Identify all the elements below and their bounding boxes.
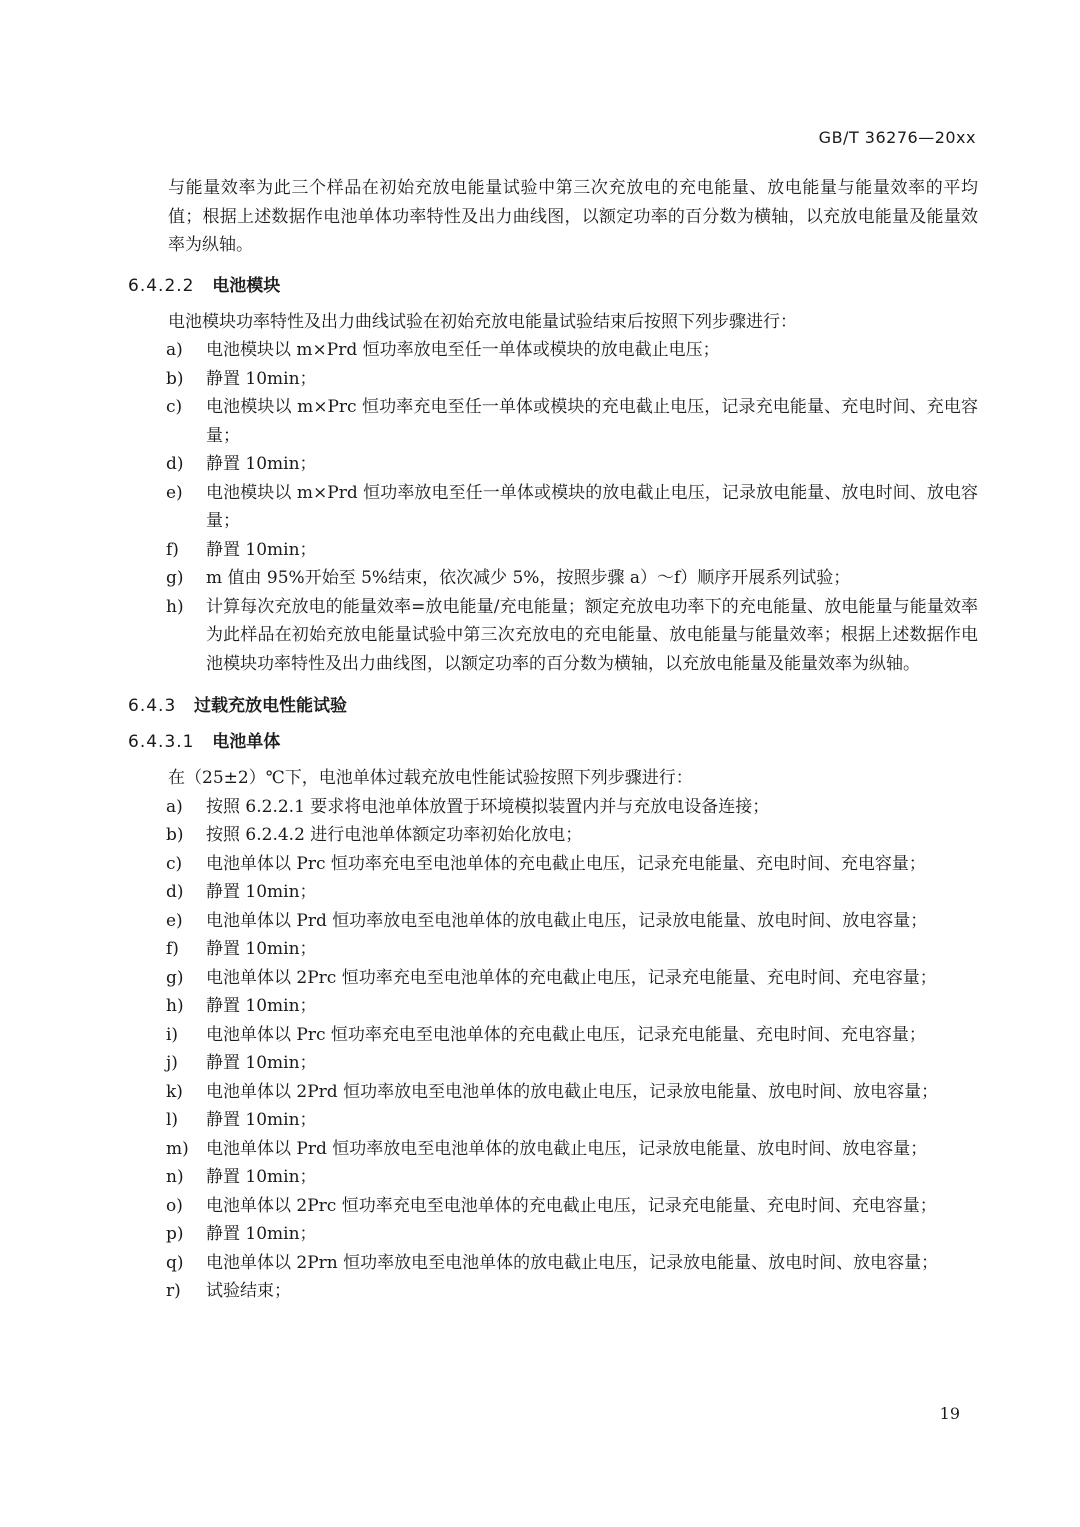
- list-marker: n): [166, 1167, 184, 1187]
- list-item: [128, 479, 978, 536]
- list-marker: e): [166, 910, 183, 931]
- list-marker: h): [166, 596, 184, 617]
- list-marker: f): [166, 539, 179, 560]
- list-text: 静置 10min；: [206, 996, 317, 1016]
- list-item: [128, 536, 978, 565]
- list-item: [128, 850, 978, 879]
- list-item: [128, 821, 978, 850]
- section-title: 过载充放电性能试验: [194, 696, 348, 716]
- list-item: [128, 1049, 978, 1078]
- list-text: 静置 10min；: [206, 1167, 317, 1187]
- list-text: m 值由 95%开始至 5%结束，依次减少 5%，按照步骤 a）～f）顺序开展系列试验；: [206, 568, 851, 588]
- list-text: 电池模块以 m×Prd 恒功率放电至任一单体或模块的放电截止电压，记录放电能量、放电时间、放电容量；: [206, 482, 978, 531]
- list-item: [128, 365, 978, 394]
- list-text: 静置 10min；: [206, 882, 317, 902]
- section-heading-643: [128, 692, 978, 720]
- list-item: [128, 1249, 978, 1278]
- list-text: 电池单体以 2Prn 恒功率放电至电池单体的放电截止电压，记录放电能量、放电时间、放电容量；: [206, 1252, 939, 1273]
- list-marker: i): [166, 1024, 179, 1045]
- list-text: 电池单体以 Prd 恒功率放电至电池单体的放电截止电压，记录放电能量、放电时间、放电容量；: [206, 910, 928, 931]
- intro-paragraph: 与能量效率为此三个样品在初始充放电能量试验中第三次充放电的充电能量、放电能量与能量效率的平均值；根据上述数据作电池单体功率特性及出力曲线图，以额定功率的百分数为横轴，以充放电能量及能量效率为纵轴。: [168, 178, 978, 255]
- list-text: 计算每次充放电的能量效率=放电能量/充电能量；额定充放电功率下的充电能量、放电能量与能量效率为此样品在初始充放电能量试验中第三次充放电的充电能量、放电能量与能量效率；根据上述数据作电池模块功率特性及出力曲线图，以额定功率的百分数为横轴，以充放电能量及能量效率为纵轴。: [206, 596, 978, 674]
- list-item: [128, 1192, 978, 1221]
- list-item: [128, 1135, 978, 1164]
- list-marker: h): [166, 996, 184, 1016]
- section-title: 电池单体: [212, 732, 281, 752]
- list-item: [128, 564, 978, 593]
- list-marker: c): [166, 853, 183, 874]
- list-item: [128, 964, 978, 993]
- list-item: [128, 593, 978, 679]
- list-text: 按照 6.2.4.2 进行电池单体额定功率初始化放电；: [206, 825, 583, 845]
- list-marker: k): [166, 1081, 183, 1102]
- list-text: 静置 10min；: [206, 454, 317, 474]
- list-marker: r): [166, 1281, 181, 1301]
- list-text: 电池单体以 2Prd 恒功率放电至电池单体的放电截止电压，记录放电能量、放电时间、放电容量；: [206, 1081, 939, 1102]
- section-lead-6422: 电池模块功率特性及出力曲线试验在初始充放电能量试验结束后按照下列步骤进行：: [168, 311, 797, 332]
- list-text: 试验结束；: [206, 1281, 291, 1301]
- list-text: 按照 6.2.2.1 要求将电池单体放置于环境模拟装置内并与充放电设备连接；: [206, 796, 770, 817]
- list-text: 电池单体以 Prd 恒功率放电至电池单体的放电截止电压，记录放电能量、放电时间、放电容量；: [206, 1138, 928, 1159]
- list-marker: d): [166, 454, 184, 474]
- list-marker: j): [166, 1053, 178, 1073]
- list-item: [128, 1163, 978, 1192]
- list-text: 静置 10min；: [206, 939, 317, 959]
- section-lead-6431: 在（25±2）℃下，电池单体过载充放电性能试验按照下列步骤进行：: [168, 768, 693, 788]
- list-marker: g): [166, 568, 184, 588]
- list-marker: g): [166, 967, 184, 988]
- list-marker: a): [166, 340, 183, 360]
- list-text: 静置 10min；: [206, 1224, 317, 1244]
- list-marker: e): [166, 482, 183, 503]
- list-text: 电池模块以 m×Prd 恒功率放电至任一单体或模块的放电截止电压；: [206, 340, 720, 360]
- list-text: 电池单体以 Prc 恒功率充电至电池单体的充电截止电压，记录充电能量、充电时间、充电容量；: [206, 853, 926, 874]
- list-text: 电池单体以 2Prc 恒功率充电至电池单体的充电截止电压，记录充电能量、充电时间、充电容量；: [206, 1195, 937, 1216]
- section-heading-6422: [128, 272, 978, 300]
- list-item: [128, 878, 978, 907]
- list-text: 电池单体以 2Prc 恒功率充电至电池单体的充电截止电压，记录充电能量、充电时间、充电容量；: [206, 967, 937, 988]
- list-marker: o): [166, 1195, 183, 1216]
- list-marker: c): [166, 397, 183, 417]
- list-text: 静置 10min；: [206, 1110, 317, 1130]
- list-text: 电池单体以 Prc 恒功率充电至电池单体的充电截止电压，记录充电能量、充电时间、充电容量；: [206, 1024, 926, 1045]
- section-title: 电池模块: [212, 275, 281, 296]
- list-item: [128, 393, 978, 450]
- list-text: 静置 10min；: [206, 1053, 317, 1073]
- document-code: GB/T 36276—20xx: [818, 128, 976, 147]
- list-marker: q): [166, 1252, 184, 1273]
- list-marker: f): [166, 939, 179, 959]
- list-marker: p): [166, 1224, 184, 1244]
- list-marker: b): [166, 368, 184, 389]
- list-item: [128, 907, 978, 936]
- list-item: [128, 1220, 978, 1249]
- list-item: [128, 935, 978, 964]
- list-item: [128, 992, 978, 1021]
- section-heading-6431: [128, 728, 978, 756]
- list-text: 静置 10min；: [206, 539, 317, 560]
- list-text: 静置 10min；: [206, 368, 317, 389]
- list-item: [128, 450, 978, 479]
- list-item: [128, 1078, 978, 1107]
- list-item: [128, 1106, 978, 1135]
- page-content: [128, 174, 978, 1306]
- page-number: 19: [939, 1404, 960, 1423]
- list-item: [128, 1277, 978, 1306]
- section-number: 6.4.3: [128, 696, 177, 716]
- list-marker: a): [166, 796, 183, 817]
- section-number: 6.4.2.2: [128, 275, 195, 296]
- list-marker: b): [166, 825, 184, 845]
- list-marker: d): [166, 882, 184, 902]
- list-item: [128, 793, 978, 822]
- list-text: 电池模块以 m×Prc 恒功率充电至任一单体或模块的充电截止电压，记录充电能量、充电时间、充电容量；: [206, 397, 978, 446]
- step-list-6422: [128, 336, 978, 678]
- list-item: [128, 336, 978, 365]
- step-list-6431: [128, 793, 978, 1306]
- list-item: [128, 1021, 978, 1050]
- section-number: 6.4.3.1: [128, 732, 195, 752]
- list-marker: m): [166, 1138, 189, 1159]
- list-marker: l): [166, 1110, 179, 1130]
